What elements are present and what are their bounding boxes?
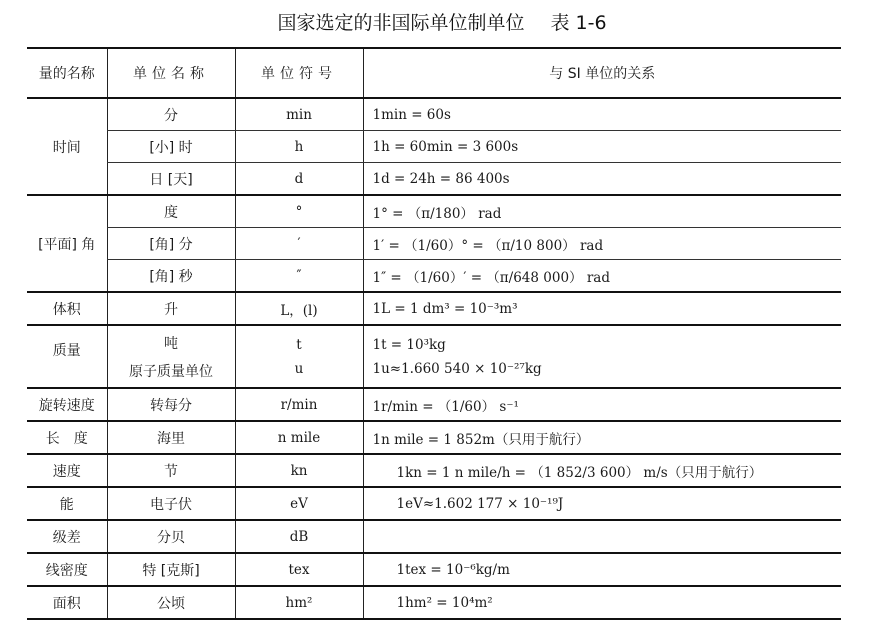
unit-name-cell: [角] 秒 (107, 260, 235, 293)
unit-symbol-cell: d (235, 163, 363, 196)
unit-name-cell: [小] 时 (107, 131, 235, 163)
table-row (27, 454, 841, 487)
unit-symbol-cell: tex (235, 553, 363, 586)
table-row (27, 553, 841, 586)
unit-symbol-cell: ″ (235, 260, 363, 293)
units-table (27, 47, 841, 620)
unit-name-cell: 节 (107, 454, 235, 487)
table-row (27, 260, 841, 293)
si-relation-cell: 1″ = （1/60）′ = （π/648 000） rad (363, 260, 841, 293)
unit-name-cell: 分贝 (107, 520, 235, 553)
table-row (27, 325, 841, 388)
si-relation-cell: 1′ = （1/60）° = （π/10 800） rad (363, 228, 841, 260)
si-relation: 1t = 10³kg (372, 336, 446, 353)
quantity-label: 质量 (52, 342, 81, 359)
quantity-cell: 线密度 (27, 553, 107, 586)
table-row (27, 195, 841, 228)
unit-name-cell: 电子伏 (107, 487, 235, 520)
table-row (27, 292, 841, 325)
unit-name: 吨 (164, 335, 178, 352)
si-relation-cell: 1r/min = （1/60） s⁻¹ (363, 388, 841, 421)
unit-name-cell: 特 [克斯] (107, 553, 235, 586)
si-relation-cell: 1L = 1 dm³ = 10⁻³m³ (363, 292, 841, 325)
quantity-cell: 体积 (27, 292, 107, 325)
unit-name-cell: 转每分 (107, 388, 235, 421)
header-si-relation: 与 SI 单位的关系 (363, 48, 841, 98)
table-title-text: 国家选定的非国际单位制单位 (277, 12, 525, 34)
header-quantity: 量的名称 (27, 48, 107, 98)
unit-symbol-cell: r/min (235, 388, 363, 421)
unit-name-cell: 公顷 (107, 586, 235, 619)
table-row (27, 421, 841, 454)
unit-name-cell: 分 (107, 98, 235, 131)
table-row (27, 520, 841, 553)
quantity-cell: 旋转速度 (27, 388, 107, 421)
unit-name-cell (107, 325, 235, 388)
unit-symbol-cell: n mile (235, 421, 363, 454)
unit-symbol-cell: L，(l) (235, 292, 363, 325)
table-row (27, 487, 841, 520)
unit-symbol: t (296, 336, 302, 353)
si-relation-cell: 1kn = 1 n mile/h = （1 852/3 600） m/s（只用于航行） (363, 454, 841, 487)
quantity-cell: 速度 (27, 454, 107, 487)
unit-symbol-cell: kn (235, 454, 363, 487)
unit-name-cell: [角] 分 (107, 228, 235, 260)
quantity-cell: 长 度 (27, 421, 107, 454)
si-relation-cell: 1h = 60min = 3 600s (363, 131, 841, 163)
unit-symbol-cell: ′ (235, 228, 363, 260)
si-relation-cell: 1hm² = 10⁴m² (363, 586, 841, 619)
table-row (27, 586, 841, 619)
quantity-cell (27, 325, 107, 388)
quantity-cell: [平面] 角 (27, 195, 107, 292)
si-relation-cell: 1min = 60s (363, 98, 841, 131)
unit-name-cell: 海里 (107, 421, 235, 454)
si-relation-cell: 1d = 24h = 86 400s (363, 163, 841, 196)
unit-symbol-cell: dB (235, 520, 363, 553)
quantity-cell: 级差 (27, 520, 107, 553)
si-relation: 1u≈1.660 540 × 10⁻²⁷kg (372, 360, 542, 377)
unit-name-cell: 升 (107, 292, 235, 325)
table-row (27, 131, 841, 163)
unit-symbol-cell: min (235, 98, 363, 131)
si-relation-cell: 1tex = 10⁻⁶kg/m (363, 553, 841, 586)
si-relation-cell: 1° = （π/180） rad (363, 195, 841, 228)
unit-symbol-cell (235, 325, 363, 388)
table-row (27, 388, 841, 421)
unit-name-cell: 度 (107, 195, 235, 228)
quantity-cell: 能 (27, 487, 107, 520)
table-row (27, 98, 841, 131)
unit-symbol: u (294, 360, 304, 377)
unit-symbol-cell: eV (235, 487, 363, 520)
table-title (0, 8, 884, 35)
quantity-cell: 面积 (27, 586, 107, 619)
header-unit-symbol: 单位符号 (235, 48, 363, 98)
table-row (27, 228, 841, 260)
unit-symbol-cell: hm² (235, 586, 363, 619)
header-unit-name: 单位名称 (107, 48, 235, 98)
unit-name: 原子质量单位 (129, 363, 213, 380)
si-relation-cell: 1n mile = 1 852m（只用于航行） (363, 421, 841, 454)
quantity-cell: 时间 (27, 98, 107, 195)
unit-symbol-cell: ° (235, 195, 363, 228)
table-row (27, 163, 841, 196)
table-number: 表 1-6 (550, 12, 607, 34)
si-relation-cell: 1eV≈1.602 177 × 10⁻¹⁹J (363, 487, 841, 520)
header-row (27, 48, 841, 98)
si-relation-cell (363, 520, 841, 553)
si-relation-cell (363, 325, 841, 388)
unit-symbol-cell: h (235, 131, 363, 163)
unit-name-cell: 日 [天] (107, 163, 235, 196)
